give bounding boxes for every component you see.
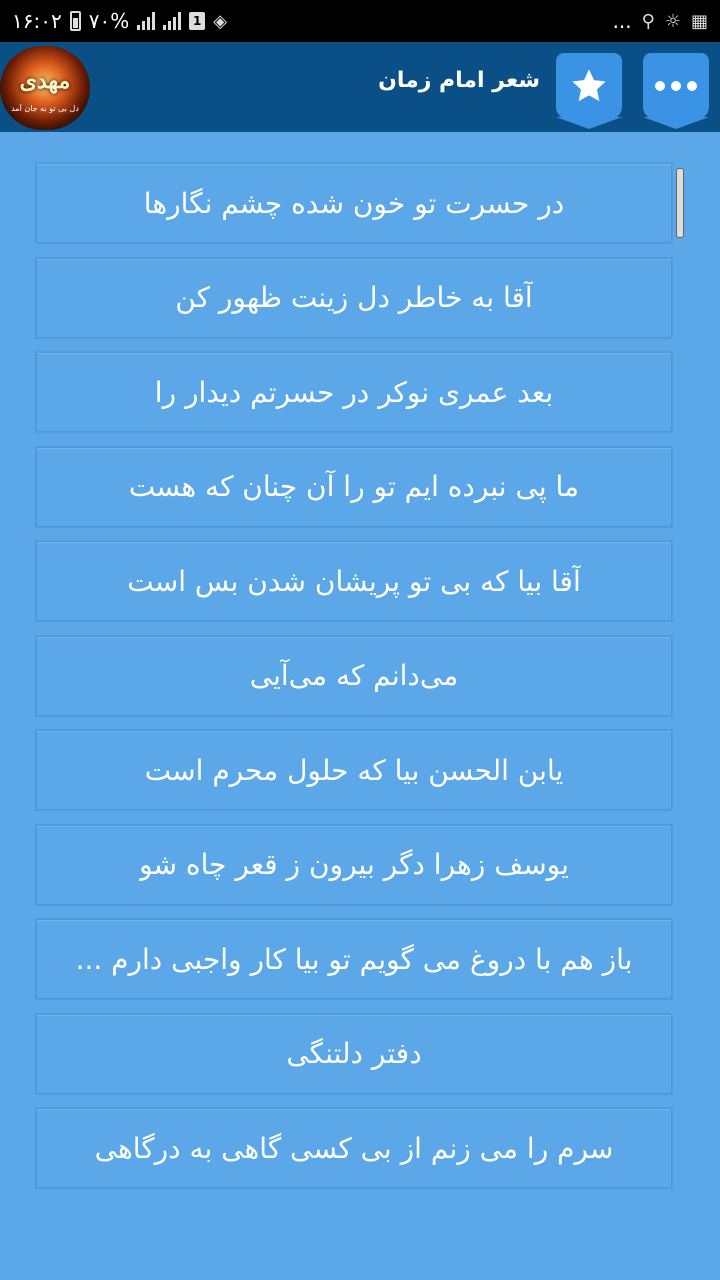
list-item[interactable] [36, 1014, 672, 1094]
image-icon: ▦ [690, 10, 708, 32]
favorites-button[interactable] [556, 53, 622, 119]
list-item-label: یابن الحسن بیا که حلول محرم است [144, 753, 564, 787]
key-icon: ⚲ [641, 10, 655, 32]
list-item-label: آقا بیا که بی تو پریشان شدن بس است [127, 564, 581, 598]
list-item[interactable] [36, 352, 672, 432]
list-item[interactable] [36, 1108, 672, 1188]
status-right [613, 9, 708, 33]
list-item[interactable] [36, 541, 672, 621]
signal-icon-2 [163, 12, 181, 30]
list-item-label: می‌دانم که می‌آیی [249, 659, 459, 692]
page-title: شعر امام زمان [378, 68, 540, 93]
list-item-label: در حسرت تو خون شده چشم نگارها [143, 186, 565, 220]
list-item[interactable] [36, 163, 672, 243]
app-bar [0, 42, 720, 132]
logo-subtext: دل بی تو به جان آمد [11, 104, 79, 113]
list-item-label: یوسف زهرا دگر بیرون ز قعر چاه شو [139, 848, 569, 881]
list-item[interactable] [36, 447, 672, 527]
list-item-label: سرم را می زنم از بی کسی گاهی به درگاهی [94, 1131, 614, 1165]
list-item[interactable] [36, 919, 672, 999]
list-item-label: دفتر دلتنگی [286, 1037, 422, 1070]
list-item-label: ما پی نبرده ایم تو را آن چنان که هست [128, 470, 580, 503]
app-logo[interactable] [0, 46, 90, 130]
status-bar [0, 0, 720, 42]
more-dots-icon [655, 81, 697, 91]
clock: ۱۶:۰۲ [12, 9, 62, 33]
poem-list [36, 163, 676, 1203]
logo-text: مهدی [19, 68, 71, 94]
star-icon [569, 66, 609, 106]
signal-icon [137, 12, 155, 30]
wifi-icon: ◈ [213, 10, 228, 32]
list-item[interactable] [36, 636, 672, 716]
more-notifications: ... [612, 9, 632, 33]
battery-level: ۷۰% [88, 9, 130, 33]
status-left [12, 9, 227, 33]
battery-icon [70, 11, 81, 31]
list-item[interactable] [36, 730, 672, 810]
list-item-label: بعد عمری نوکر در حسرتم دیدار را [154, 375, 554, 409]
list-item-label: آقا به خاطر دل زینت ظهور کن [175, 281, 533, 314]
list-item[interactable] [36, 258, 672, 338]
brightness-icon: ☼ [664, 10, 681, 32]
scrollbar[interactable] [676, 168, 684, 238]
list-item[interactable] [36, 825, 672, 905]
menu-button[interactable] [643, 53, 709, 119]
sim-slot-badge: 1 [189, 12, 205, 30]
list-item-label: باز هم با دروغ می گویم تو بیا کار واجبی دارم ... [75, 942, 633, 976]
